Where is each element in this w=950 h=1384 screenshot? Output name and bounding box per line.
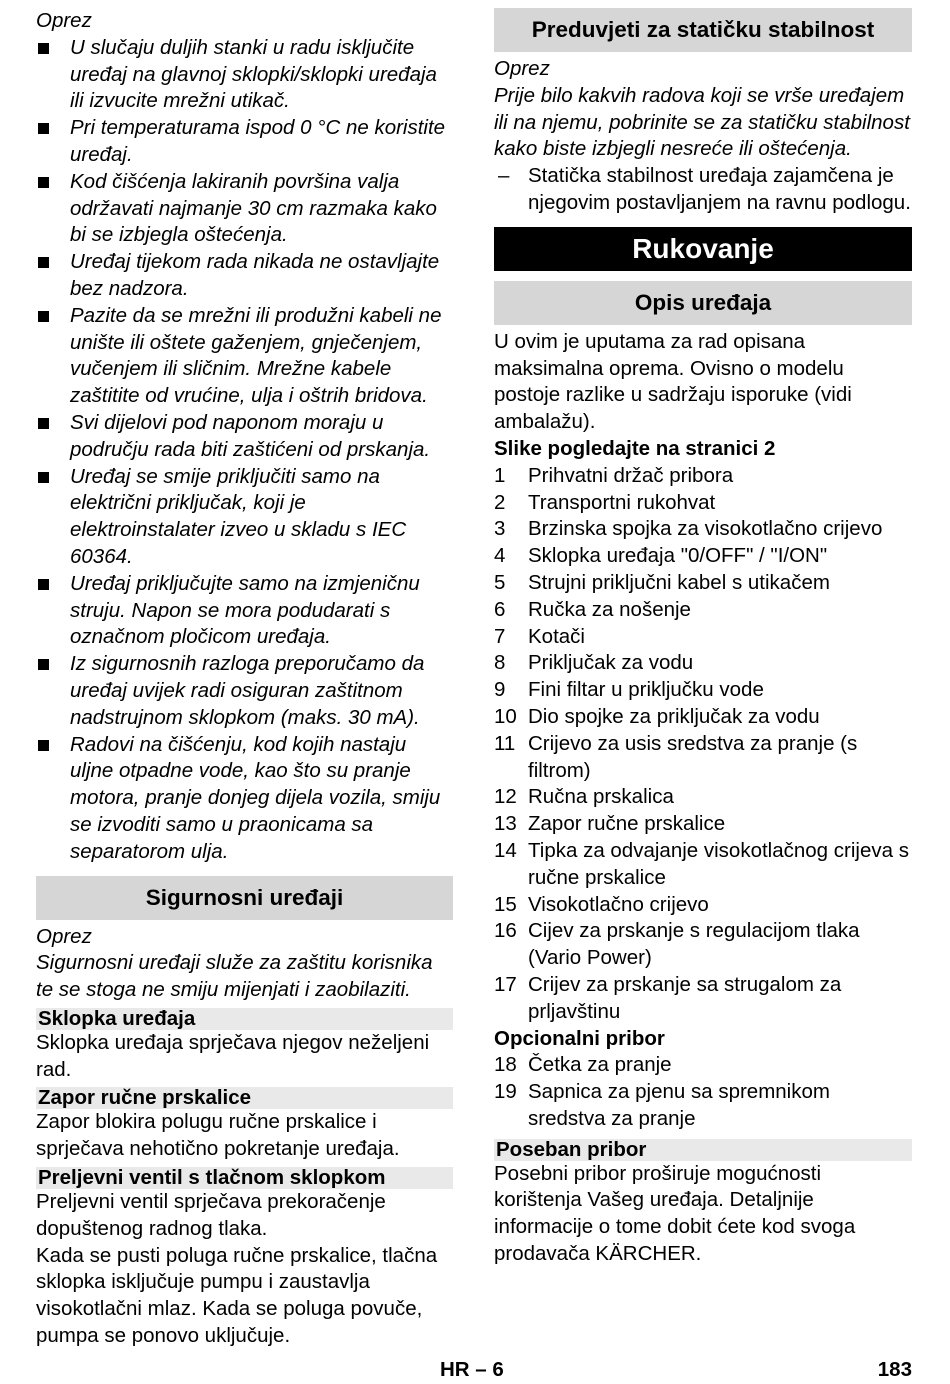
device-description-heading: Opis uređaja <box>494 281 912 325</box>
item-text: Crijevo za usis sredstva za pranje (s filtrom) <box>528 731 858 782</box>
intro-text: U ovim je uputama za rad opisana maksimalna oprema. Ovisno o modelu postoje razlike u sadržaju isporuke (vidi ambalažu). <box>494 329 852 434</box>
parts-list <box>494 463 912 1026</box>
stability-note: Prije bilo kakvih radova koji se vrše uređajem ili na njemu, pobrinite se za statičku stabilnost kako biste izbjegli nesreće ili oštećenja. <box>494 83 910 161</box>
item-text: Ručka za nošenje <box>528 597 691 621</box>
special-accessories-heading: Poseban pribor <box>494 1139 912 1161</box>
safety-devices-heading: Sigurnosni uređaji <box>36 876 453 920</box>
list-item: – Statička stabilnost uređaja zajamčena je njegovim postavljanjem na ravnu podlogu. <box>494 163 912 217</box>
figures-reference: Slike pogledajte na stranici 2 <box>494 436 776 460</box>
item-text: Ručna prskalica <box>528 785 674 809</box>
item-number: 15 <box>494 892 517 916</box>
special-accessories-text: Posebni pribor proširuje mogućnosti korištenja Vašeg uređaja. Detaljnije informacije o tome dobit ćete kod svoga prodavača KÄRCHER. <box>494 1161 856 1266</box>
item-text: Četka za pranje <box>528 1053 672 1077</box>
list-item <box>494 650 912 677</box>
operation-heading: Rukovanje <box>494 227 912 271</box>
list-item <box>494 543 912 570</box>
item-text: Tipka za odvajanje visokotlačnog crijeva s ručne prskalice <box>528 838 909 889</box>
item-number: 12 <box>494 785 517 809</box>
overflow-valve-text-2: Kada se pusti poluga ručne prskalice, tlačna sklopka isključuje pumpu i zaustavlja visokotlačni mlaz. Kada se poluga povuče, pumpa se ponovo uključuje. <box>36 1243 438 1348</box>
list-item <box>494 624 912 651</box>
list-item: Iz sigurnosnih razloga preporučamo da uređaj uvijek radi osiguran zaštitnom nadstrujnom sklopkom (maks. 30 mA). <box>36 651 453 731</box>
overflow-valve-heading: Preljevni ventil s tlačnom sklopkom <box>36 1167 453 1189</box>
item-text: Priključak za vodu <box>528 651 694 675</box>
optional-accessories-list <box>494 1052 912 1132</box>
list-item: Pri temperaturama ispod 0 °C ne koristite uređaj. <box>36 115 453 169</box>
list-item <box>494 516 912 543</box>
list-item: U slučaju duljih stanki u radu isključite uređaj na glavnoj sklopki/sklopki uređaja ili izvucite mrežni utikač. <box>36 35 453 115</box>
page-number: 183 <box>877 1358 912 1381</box>
list-item <box>494 1079 912 1133</box>
item-number: 19 <box>494 1080 517 1104</box>
list-item: Uređaj priključujte samo na izmjeničnu struju. Napon se mora podudarati s označnom pločicom uređaja. <box>36 571 453 651</box>
list-item: Pazite da se mrežni ili produžni kabeli ne unište ili oštete gaženjem, gnječenjem, vučenjem ili sličnim. Mrežne kabele zaštitite od vrućine, ulja i oštrih bridova. <box>36 303 453 410</box>
list-item: Svi dijelovi pod naponom moraju u području rada biti zaštićeni od prskanja. <box>36 410 453 464</box>
item-number: 11 <box>494 731 516 755</box>
list-item: Kod čišćenja lakiranih površina valja održavati najmanje 30 cm razmaka kako bi se izbjegla oštećenja. <box>36 169 453 249</box>
list-item <box>494 838 912 892</box>
item-number: 18 <box>494 1053 517 1077</box>
item-text: Sapnica za pjenu sa spremnikom sredstva za pranje <box>528 1080 830 1130</box>
left-column <box>36 8 453 1350</box>
item-number: 17 <box>494 972 517 996</box>
item-number: 14 <box>494 838 517 862</box>
list-item <box>494 918 912 972</box>
item-number: 16 <box>494 919 517 943</box>
stability-heading: Preduvjeti za statičku stabilnost <box>494 8 912 52</box>
item-text: Cijev za prskanje s regulacijom tlaka (Vario Power) <box>528 919 860 970</box>
safety-note: Sigurnosni uređaji služe za zaštitu korisnika te se stoga ne smiju mijenjati i zaobilaziti. <box>36 951 433 1002</box>
caution-label: Oprez <box>36 9 92 32</box>
item-text: Crijev za prskanje sa strugalom za prljavštinu <box>528 972 842 1023</box>
caution-bullet-list <box>36 35 453 866</box>
list-item: Radovi na čišćenju, kod kojih nastaju uljne otpadne vode, kao što su pranje motora, pranje donjeg dijela vozila, smiju se izvoditi samo u praonicama sa separatorom ulja. <box>36 732 453 866</box>
list-item <box>494 784 912 811</box>
trigger-lock-text: Zapor blokira polugu ručne prskalice i sprječava nehotično pokretanje uređaja. <box>36 1110 400 1161</box>
item-text: Zapor ručne prskalice <box>528 812 726 836</box>
list-item <box>494 892 912 919</box>
list-item <box>494 811 912 838</box>
list-item <box>494 570 912 597</box>
item-number: 9 <box>494 678 506 702</box>
trigger-lock-heading: Zapor ručne prskalice <box>36 1087 453 1109</box>
item-number: 10 <box>494 704 517 728</box>
item-number: 13 <box>494 812 517 836</box>
item-text: Visokotlačno crijevo <box>528 892 709 916</box>
caution-label: Oprez <box>36 924 92 948</box>
list-item <box>494 597 912 624</box>
page-code: HR – 6 <box>440 1358 504 1381</box>
stability-list <box>494 163 912 217</box>
list-item <box>494 972 912 1026</box>
overflow-valve-text: Preljevni ventil sprječava prekoračenje dopuštenog radnog tlaka. <box>36 1190 386 1240</box>
list-item: Uređaj se smije priključiti samo na električni priključak, koji je elektroinstalater izveo u skladu s IEC 60364. <box>36 464 453 571</box>
caution-label: Oprez <box>494 57 550 80</box>
list-item <box>494 731 912 785</box>
item-text: Brzinska spojka za visokotlačno crijevo <box>528 517 883 541</box>
right-column <box>494 8 912 1268</box>
list-item <box>494 704 912 731</box>
list-item <box>494 490 912 517</box>
item-text: Kotači <box>528 624 585 648</box>
device-switch-text: Sklopka uređaja sprječava njegov neželjeni rad. <box>36 1030 430 1081</box>
item-number: 5 <box>494 570 506 594</box>
list-item: Uređaj tijekom rada nikada ne ostavljajte bez nadzora. <box>36 249 453 303</box>
item-text: Prihvatni držač pribora <box>528 463 734 487</box>
optional-accessories-heading: Opcionalni pribor <box>494 1026 665 1050</box>
item-text: Dio spojke za priključak za vodu <box>528 704 820 728</box>
list-item <box>494 677 912 704</box>
item-number: 6 <box>494 597 506 621</box>
item-text: Sklopka uređaja "0/OFF" / "I/ON" <box>528 544 828 568</box>
item-number: 7 <box>494 624 506 648</box>
list-item <box>494 463 912 490</box>
list-item <box>494 1052 912 1079</box>
item-number: 3 <box>494 517 506 541</box>
item-number: 8 <box>494 651 506 675</box>
device-switch-heading: Sklopka uređaja <box>36 1008 453 1030</box>
item-text: Transportni rukohvat <box>528 490 716 514</box>
item-text: Fini filtar u priključku vode <box>528 678 764 702</box>
item-number: 1 <box>494 463 506 487</box>
item-text: Strujni priključni kabel s utikačem <box>528 570 830 594</box>
item-number: 4 <box>494 544 506 568</box>
item-number: 2 <box>494 490 506 514</box>
